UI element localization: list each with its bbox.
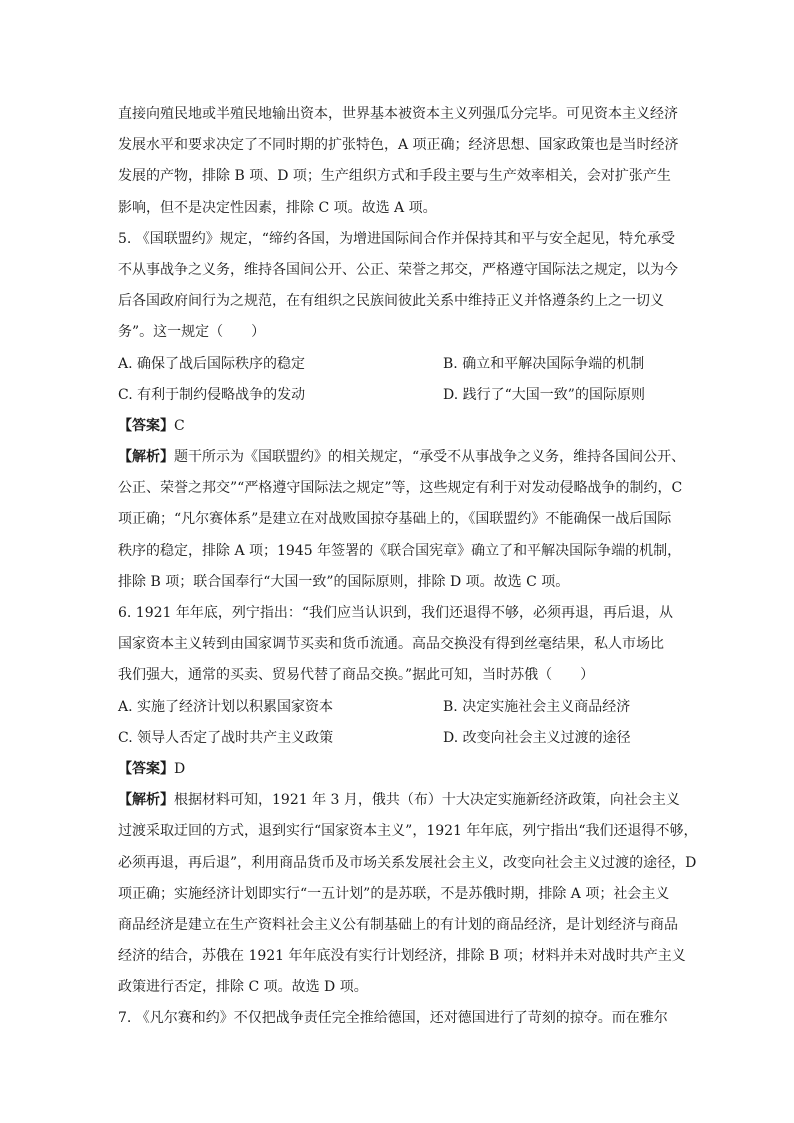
explanation-line: 政策进行否定，排除 C 项。故选 D 项。 [118, 979, 368, 996]
option-b: B. 确立和平解决国际争端的机制 [443, 355, 645, 372]
explanation-label: 【解析】 [118, 792, 174, 809]
question-stem-line: 7. 《凡尔赛和约》不仅把战争责任完全推给德国，还对德国进行了苛刻的掠夺。而在雅尔 [118, 1010, 668, 1027]
option-b: B. 决定实施社会主义商品经济 [443, 698, 631, 715]
question-stem-line: 国家资本主义转到由国家调节买卖和货币流通。高品交换没有得到丝毫结果，私人市场比 [118, 636, 664, 653]
question-stem-line: 5. 《国联盟约》规定，“缔约各国，为增进国际间合作并保持其和平与安全起见，特允承受 [118, 230, 675, 247]
options-row [118, 380, 686, 411]
option-a: A. 确保了战后国际秩序的稳定 [118, 355, 306, 372]
option-d: D. 践行了“大国一致”的国际原则 [443, 386, 645, 403]
explanation-label: 【解析】 [118, 449, 174, 466]
explanation-line: 必须再退，再后退”，利用商品货币及市场关系发展社会主义，改变向社会主义过渡的途径，D [118, 854, 697, 871]
question-stem-line: 6. 1921 年年底，列宁指出：“我们应当认识到，我们还退得不够，必须再退，再后退，从 [118, 605, 674, 621]
explanation-line: 过渡采取迂回的方式，退到实行“国家资本主义”，1921 年年底，列宁指出“我们还退得不够， [118, 823, 698, 840]
options-row [118, 723, 686, 754]
intro-paragraph [118, 99, 686, 224]
explanation-line [118, 442, 686, 473]
explanation-line: 项正确；实施经济计划即实行“一五计划”的是苏联，不是苏俄时期，排除 A 项；社会主义 [118, 885, 670, 902]
explanation-line: 项正确；“凡尔赛体系”是建立在对战败国掠夺基础上的，《国联盟约》不能确保一战后国际 [118, 511, 672, 528]
page-content [118, 99, 698, 1035]
option-c: C. 领导人否定了战时共产主义政策 [118, 729, 334, 746]
text-line: 发展水平和要求决定了不同时期的扩张特色，A 项正确；经济思想、国家政策也是当时经济 [118, 137, 679, 154]
question-stem-line: 务”。这一规定（ ） [118, 324, 266, 341]
text-line: 直接向殖民地或半殖民地输出资本，世界基本被资本主义列强瓜分完毕。可见资本主义经济 [118, 106, 678, 122]
question-6 [118, 598, 698, 1003]
explanation-text: 根据材料可知，1921 年 3 月，俄共（布）十大决定实施新经济政策，向社会主义 [174, 792, 680, 809]
question-stem-line: 不从事战争之义务，维持各国间公开、公正、荣誉之邦交，严格遵守国际法之规定，以为今 [118, 261, 678, 278]
text-line: 发展的产物，排除 B 项、D 项；生产组织方式和手段主要与生产效率相关，会对扩张产生 [118, 168, 671, 185]
answer-line [118, 754, 686, 785]
explanation-line: 排除 B 项；联合国奉行“大国一致”的国际原则，排除 D 项。故选 C 项。 [118, 573, 570, 590]
option-a: A. 实施了经济计划以积累国家资本 [118, 698, 334, 715]
explanation-line [118, 785, 686, 816]
question-stem-line: 后各国政府间行为之规范，在有组织之民族间彼此关系中维持正义并恪遵条约上之一切义 [118, 293, 664, 310]
explanation-line: 公正、荣誉之邦交”“严格遵守国际法之规定”等，这些规定有利于对发动侵略战争的制约，C [118, 480, 683, 497]
answer-label: 【答案】 [118, 417, 174, 434]
answer-label: 【答案】 [118, 760, 174, 777]
explanation-line: 经济的结合，苏俄在 1921 年年底没有实行计划经济，排除 B 项；材料并未对战时共产主义 [118, 948, 686, 965]
text-line: 影响，但不是决定性因素，排除 C 项。故选 A 项。 [118, 199, 437, 216]
question-stem-line: 我们强大，通常的买卖、贸易代替了商品交换。”据此可知，当时苏俄（ ） [118, 667, 595, 684]
options-row [118, 692, 686, 723]
option-c: C. 有利于制约侵略战争的发动 [118, 386, 306, 403]
explanation-line: 秩序的稳定，排除 A 项；1945 年签署的《联合国宪章》确立了和平解决国际争端的机制， [118, 542, 682, 559]
answer-line [118, 411, 686, 442]
explanation-text: 题干所示为《国联盟约》的相关规定，“承受不从事战争之义务，维持各国间公开、 [174, 449, 686, 466]
explanation-line: 商品经济是建立在生产资料社会主义公有制基础上的有计划的商品经济，是计划经济与商品 [118, 916, 678, 933]
options-row [118, 349, 686, 380]
answer-value: D [174, 760, 186, 777]
answer-value: C [174, 417, 185, 434]
option-d: D. 改变向社会主义过渡的途径 [443, 729, 631, 746]
question-5 [118, 224, 686, 598]
question-7 [118, 1003, 686, 1034]
